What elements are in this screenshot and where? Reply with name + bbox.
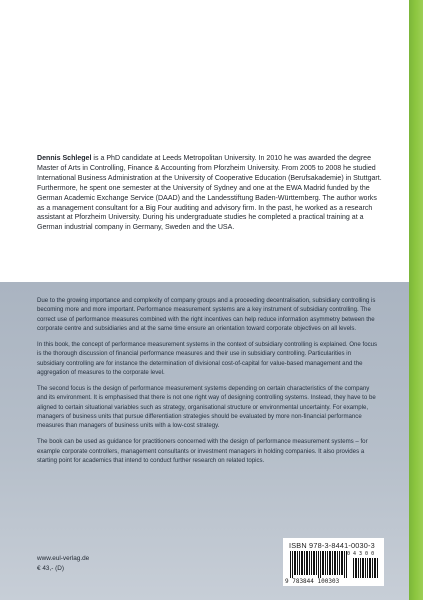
author-bio xyxy=(37,154,383,233)
author-bio-section xyxy=(0,0,409,282)
barcode-digits: 9 783844 100303 xyxy=(285,578,340,585)
author-name: Dennis Schlegel xyxy=(37,155,92,162)
publisher-website: www.eul-verlag.de xyxy=(37,555,90,562)
publisher-footer xyxy=(37,554,89,573)
blurb-paragraph-1: Due to the growing importance and complexity of company groups and a proceeding decentralisation, subsidiary controlling is becoming more and more important. Performance measurement systems are a key instrument of subsidiary controlling. The correct use of performance measures combined with the right incentives can help reduce information asymmetry between the corporate centre and subsidiaries and at the same time ensure an orientation toward corporate objectives on all levels. xyxy=(37,297,376,332)
isbn-label: ISBN 978-3-8441-0030-3 xyxy=(289,541,375,550)
barcode-block xyxy=(283,538,384,586)
blurb-paragraph-4: The book can be used as guidance for practitioners concerned with the design of performance measurement systems – for example corporate controllers, management consultants or investment managers in holding companies. It also provides a starting point for academics that intend to conduct further research on related topics. xyxy=(37,438,368,464)
blurb-paragraph-2: In this book, the concept of performance measurement systems in the context of subsidiary controlling is explained. One focus is the thorough discussion of financial performance measures and their use in subsidiary controlling. Particularities in subsidiary controlling are for instance the determination of divisional cost-of-capital for value-based management and the aggregation of measures to the corporate level. xyxy=(37,341,378,376)
blurb-paragraph-3: The second focus is the design of performance measurement systems depending on certain characteristics of the company and its environment. It is emphasised that there is not one right way of designing controlling systems. Instead, they have to be aligned to certain situational variables such as strategy, organisational structure or environmental uncertainty. For example, managers of business units that pursue differentiation strategies should be evaluated by more non-financial performance measures than managers of business units with a low-cost strategy. xyxy=(37,385,376,429)
price-label: € 43,- (D) xyxy=(37,564,64,572)
green-spine-stripe xyxy=(409,0,423,600)
book-blurb xyxy=(37,296,380,472)
barcode-addon-digits: 0 4 3 0 0 xyxy=(347,551,375,557)
author-bio-text: is a PhD candidate at Leeds Metropolitan University. In 2010 he was awarded the degree Master of Arts in Controlling, Finance & Accounting from Pforzheim University. From 2005 to 2008 he studied International Business Administration at the University of Cooperative Education (Berufsakademie) in Stuttgart. Furthermore, he spent one semester at the University of Sydney and one at the EWA Madrid funded by the German Academic Exchange Service (DAAD) and the Landesstiftung Baden-Württemberg. The author works as a management consultant for a Big Four auditing and advisory firm. In the past, he worked as a research assistant at Pforzheim University. During his undergraduate studies he completed a practical training at a German industrial company in Germany, Sweden and the USA. xyxy=(37,155,382,232)
